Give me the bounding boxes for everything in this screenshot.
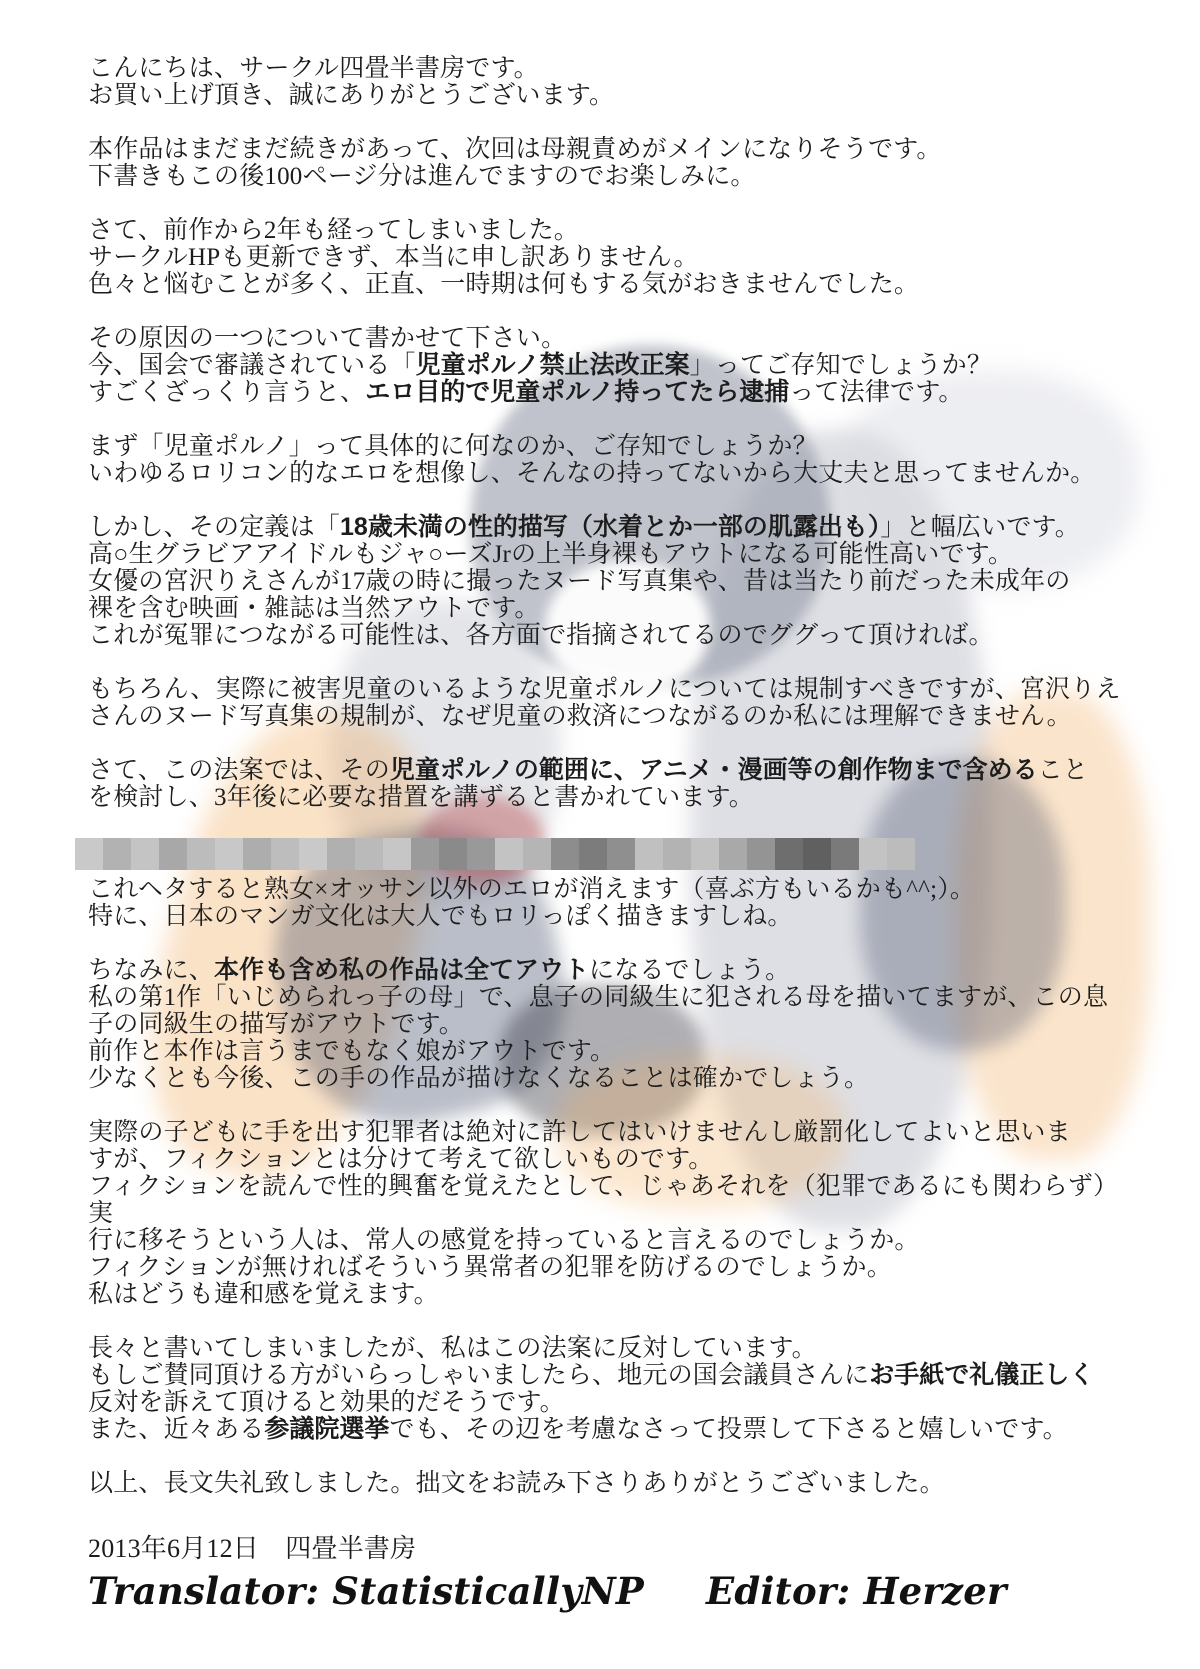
text-run: でも、その辺を考慮なさって投票して下さると嬉しいです。 <box>389 1416 1068 1443</box>
paragraph <box>88 676 1140 730</box>
censor-pixel-block <box>831 838 859 870</box>
paragraph <box>88 217 1140 298</box>
text-run: 行に移そうという人は、常人の感覚を持っていると言えるのでしょうか。 <box>88 1227 920 1254</box>
censor-pixel-block <box>355 838 383 870</box>
text-run: こんにちは、サークル四畳半書房です。 <box>88 55 539 82</box>
censor-pixel-block <box>271 838 299 870</box>
censored-text-bar <box>75 838 915 870</box>
paragraph <box>88 1470 1140 1497</box>
text-run: もちろん、実際に被害児童のいるような児童ポルノについては規制すべきですが、宮沢りえ <box>88 676 1121 703</box>
text-run: お買い上げ頂き、誠にありがとうございます。 <box>88 82 615 109</box>
text-run: 下書きもこの後100ページ分は進んでますのでお楽しみに。 <box>88 163 756 190</box>
censor-pixel-block <box>467 838 495 870</box>
censor-pixel-block <box>383 838 411 870</box>
text-run: 私はどうも違和感を覚えます。 <box>88 1281 439 1308</box>
censor-pixel-block <box>187 838 215 870</box>
text-run: 」ってご存知でしょうか？ <box>689 352 993 379</box>
censor-pixel-block <box>635 838 663 870</box>
censor-pixel-block <box>159 838 187 870</box>
text-run: さて、この法案では、その <box>88 757 390 784</box>
text-run: しかし、その定義は「 <box>88 514 341 541</box>
censor-pixel-block <box>215 838 243 870</box>
censor-pixel-block <box>75 838 103 870</box>
text-run: 以上、長文失礼致しました。拙文をお読み下さりありがとうございました。 <box>88 1470 945 1497</box>
text-run: って法律です。 <box>789 379 964 406</box>
bold-text-run: 児童ポルノの範囲に、アニメ・漫画等の創作物まで含める <box>389 756 1038 784</box>
text-run: 反対を訴えて頂けると効果的だそうです。 <box>88 1389 565 1416</box>
bold-text-run: 参議院選挙 <box>264 1415 390 1443</box>
text-run: フィクションが無ければそういう異常者の犯罪を防げるのでしょうか。 <box>88 1254 892 1281</box>
censor-pixel-block <box>551 838 579 870</box>
text-run: 女優の宮沢りえさんが17歳の時に撮ったヌード写真集や、昔は当たり前だった未成年の <box>88 568 1071 595</box>
text-run: これが冤罪につながる可能性は、各方面で指摘されてるのでググって頂ければ。 <box>88 622 994 649</box>
afterword-paragraphs-bottom <box>88 876 1140 1497</box>
censor-pixel-block <box>663 838 691 870</box>
text-run: すごくざっくり言うと、 <box>88 379 366 406</box>
text-run: その原因の一つについて書かせて下さい。 <box>88 325 567 352</box>
censor-pixel-block <box>719 838 747 870</box>
bold-text-run: 18歳未満の性的描写（水着とか一部の肌露出も） <box>340 513 881 541</box>
date-signature: 2013年6月12日 四畳半書房 <box>88 1534 417 1563</box>
text-run: 本作品はまだまだ続きがあって、次回は母親責めがメインになりそうです。 <box>88 136 942 163</box>
text-run: 少なくとも今後、この手の作品が描けなくなることは確かでしょう。 <box>88 1065 870 1092</box>
paragraph <box>88 433 1140 487</box>
text-run: さんのヌード写真集の規制が、なぜ児童の救済につながるのか私には理解できません。 <box>88 703 1072 730</box>
paragraph <box>88 957 1140 1092</box>
text-run: 今、国会で審議されている「 <box>88 352 416 379</box>
text-run: もしご賛同頂ける方がいらっしゃいましたら、地元の国会議員さんに <box>88 1362 870 1389</box>
paragraph <box>88 1119 1140 1308</box>
censor-pixel-block <box>327 838 355 870</box>
censor-pixel-block <box>803 838 831 870</box>
paragraph <box>88 876 1140 930</box>
paragraph <box>88 757 1140 811</box>
censor-pixel-block <box>411 838 439 870</box>
bold-text-run: 本作も含め私の作品は全てアウト <box>214 956 590 984</box>
censor-pixel-block <box>243 838 271 870</box>
censor-pixel-block <box>131 838 159 870</box>
bold-text-run: 児童ポルノ禁止法改正案 <box>415 351 690 379</box>
censor-pixel-block <box>747 838 775 870</box>
text-run: 高○生グラビアアイドルもジャ○ーズJrの上半身裸もアウトになる可能性高いです。 <box>88 541 1014 568</box>
bold-text-run: エロ目的で児童ポルノ持ってたら逮捕 <box>365 378 790 406</box>
paragraph <box>88 55 1140 109</box>
paragraph <box>88 136 1140 190</box>
text-run: を検討し、3年後に必要な措置を講ずると書かれています。 <box>88 784 754 811</box>
paragraph <box>88 514 1140 649</box>
censor-pixel-block <box>495 838 523 870</box>
text-run: 裸を含む映画・雑誌は当然アウトです。 <box>88 595 540 622</box>
text-run: 私の第1作「いじめられっ子の母」で、息子の同級生に犯される母を描いてますが、この息 <box>88 984 1109 1011</box>
editor-credit: Editor: Herzer <box>705 1569 1007 1613</box>
text-run: フィクションを読んで性的興奮を覚えたとして、じゃあそれを（犯罪であるにも関わらず）実 <box>88 1173 1119 1227</box>
censor-pixel-block <box>691 838 719 870</box>
text-run: また、近々ある <box>88 1416 265 1443</box>
censor-pixel-block <box>579 838 607 870</box>
text-run: 前作と本作は言うまでもなく娘がアウトです。 <box>88 1038 616 1065</box>
text-run: 長々と書いてしまいましたが、私はこの法案に反対しています。 <box>88 1335 817 1362</box>
censor-pixel-block <box>299 838 327 870</box>
text-run: これヘタすると熟女×オッサン以外のエロが消えます（喜ぶ方もいるかも^^;）。 <box>88 876 976 903</box>
censor-pixel-block <box>887 838 915 870</box>
text-run: こと <box>1037 757 1089 784</box>
censor-pixel-block <box>439 838 467 870</box>
censor-pixel-block <box>607 838 635 870</box>
paragraph <box>88 325 1140 406</box>
text-run: さて、前作から2年も経ってしまいました。 <box>88 217 580 244</box>
translator-credit: Translator: StatisticallyNP <box>88 1569 644 1613</box>
text-run: 色々と悩むことが多く、正直、一時期は何もする気がおきませんでした。 <box>88 271 920 298</box>
text-run: すが、フィクションとは分けて考えて欲しいものです。 <box>88 1146 714 1173</box>
text-run: 実際の子どもに手を出す犯罪者は絶対に許してはいけませんし厳罰化してよいと思いま <box>88 1119 1071 1146</box>
afterword-paragraphs-top <box>88 55 1140 811</box>
text-run: 子の同級生の描写がアウトです。 <box>88 1011 465 1038</box>
text-run: になるでしょう。 <box>589 957 791 984</box>
paragraph <box>88 1335 1140 1443</box>
bold-text-run: お手紙で礼儀正しく <box>869 1361 1095 1389</box>
censor-pixel-block <box>523 838 551 870</box>
censor-pixel-block <box>859 838 887 870</box>
censor-pixel-block <box>103 838 131 870</box>
censor-pixel-block <box>775 838 803 870</box>
credits-line <box>88 1569 1140 1613</box>
text-run: まず「児童ポルノ」って具体的に何なのか、ご存知でしょうか？ <box>88 433 818 460</box>
text-run: サークルHPも更新できず、本当に申し訳ありません。 <box>88 244 699 271</box>
text-run: 特に、日本のマンガ文化は大人でもロリっぽく描きますしね。 <box>88 903 793 930</box>
text-run: いわゆるロリコン的なエロを想像し、そんなの持ってないから大丈夫と思ってませんか。 <box>88 460 1096 487</box>
afterword-text <box>0 55 1200 1613</box>
text-run: ちなみに、 <box>88 957 215 984</box>
text-run: 」と幅広いです。 <box>880 514 1080 541</box>
